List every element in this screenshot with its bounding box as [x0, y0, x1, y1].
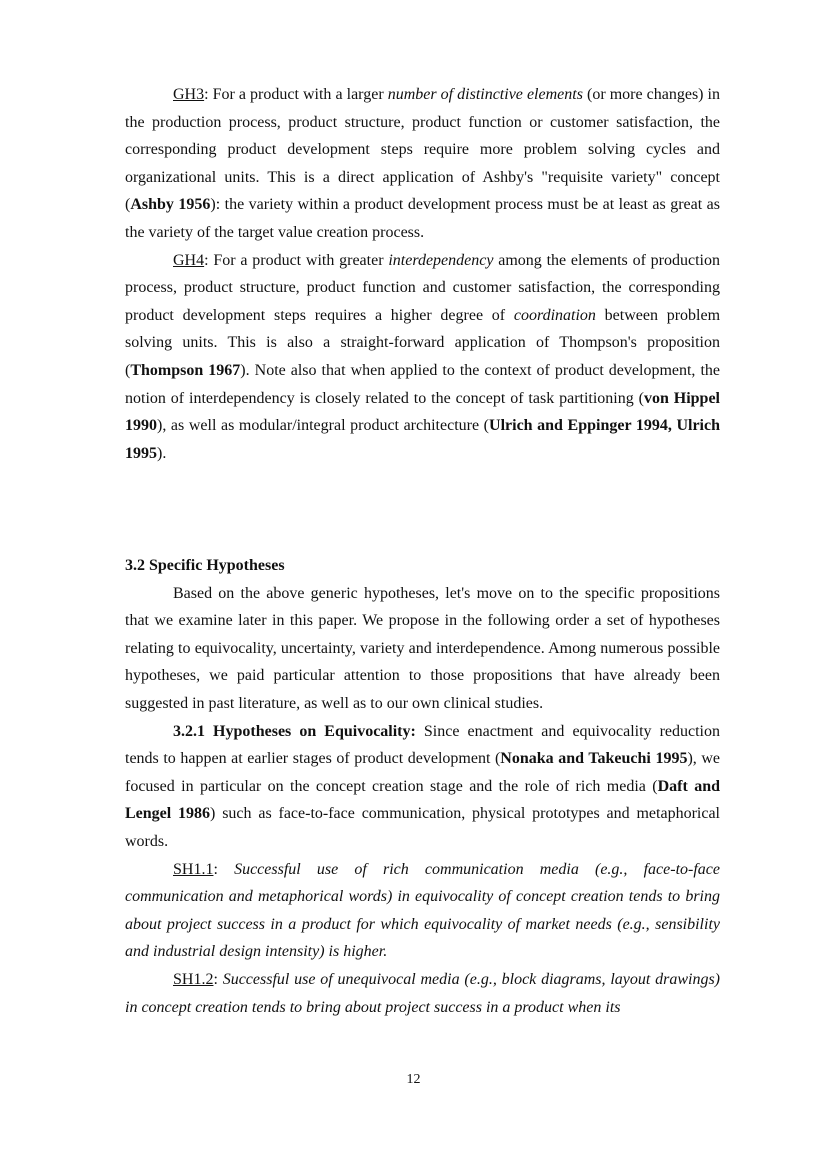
text-run: : — [213, 860, 235, 878]
hypothesis-label-sh12: SH1.2 — [173, 970, 214, 988]
text-run: Since enactment and equivocality reduction tends to happen at earlier stages of product development ( — [125, 722, 720, 768]
text-run: ), we focused in particular on the concept creation stage and the role of rich media ( — [125, 750, 720, 795]
emphasis: coordination — [513, 306, 596, 324]
text-run: ). Note also that when applied to the context of product development, the notion of interdependency is closely related to the concept of task partitioning ( — [125, 361, 721, 407]
hypothesis-label-sh11: SH1.1 — [173, 860, 214, 878]
citation: Daft and Lengel 1986 — [125, 777, 720, 823]
body-text-block-1 — [125, 81, 720, 467]
paragraph-gh4 — [125, 247, 720, 468]
body-text-block-2 — [125, 552, 720, 1021]
hypothesis-text: Successful use of unequivocal media (e.g., block diagrams, layout drawings) in concept creation tends to bring about project success in a product when its — [125, 970, 721, 1016]
text-run: : For a product with a larger — [204, 86, 388, 103]
hypothesis-label-gh3: GH3 — [173, 86, 205, 103]
hypothesis-label-gh4: GH4 — [173, 251, 205, 269]
citation: Thompson 1967 — [130, 361, 241, 379]
paragraph-sh12 — [125, 966, 720, 1021]
text-run: among the elements of production process, product structure, product function and customer satisfaction, the corresponding product development steps requires a higher degree of — [125, 251, 721, 324]
page-number: 12 — [406, 1072, 421, 1087]
paragraph-equivocality — [125, 718, 720, 856]
emphasis: number of distinctive elements — [387, 86, 583, 103]
text-run: ) such as face-to-face communication, physical prototypes and metaphorical words. — [125, 805, 720, 850]
text-run: : For a product with greater — [204, 251, 389, 269]
text-run: (or more changes) in the production process, product structure, product function or customer satisfaction, the corresponding product development steps require more problem solving cycles and organizational units. This is a direct application of Ashby's "requisite variety" concept ( — [125, 86, 720, 214]
emphasis: interdependency — [388, 251, 494, 269]
text-run: : — [213, 970, 223, 988]
citation: Nonaka and Takeuchi 1995 — [500, 750, 688, 768]
text-run: ). — [157, 444, 167, 462]
paragraph-section-intro: Based on the above generic hypotheses, let's move on to the specific propositions that we examine later in this paper. We propose in the following order a set of hypotheses relating to equivocality, uncertainty, variety and interdependence. Among numerous possible hypotheses, we paid particular attention to those propositions that have already been suggested in past literature, as well as to our own clinical studies. — [125, 584, 720, 712]
text-run: ), as well as modular/integral product architecture ( — [157, 417, 490, 435]
hypothesis-text: Successful use of rich communication media (e.g., face-to-face communication and metaphorical words) in equivocality of concept creation tends to bring about project success in a product for which equivocality of market needs (e.g., sensibility and industrial design intensity) is higher. — [125, 860, 720, 961]
text-run: between problem solving units. This is also a straight-forward application of Thompson's proposition ( — [125, 306, 721, 379]
citation: von Hippel 1990 — [125, 389, 720, 435]
citation: Ashby 1956 — [130, 196, 211, 214]
paragraph-sh11 — [125, 856, 720, 966]
paragraph-gh3 — [125, 81, 720, 247]
subsection-heading: 3.2.1 Hypotheses on Equivocality: — [173, 722, 416, 740]
citation: Ulrich and Eppinger 1994, Ulrich 1995 — [125, 417, 720, 462]
section-heading: 3.2 Specific Hypotheses — [125, 557, 285, 574]
text-run: ): the variety within a product development process must be at least as great as the variety of the target value creation process. — [125, 196, 721, 241]
